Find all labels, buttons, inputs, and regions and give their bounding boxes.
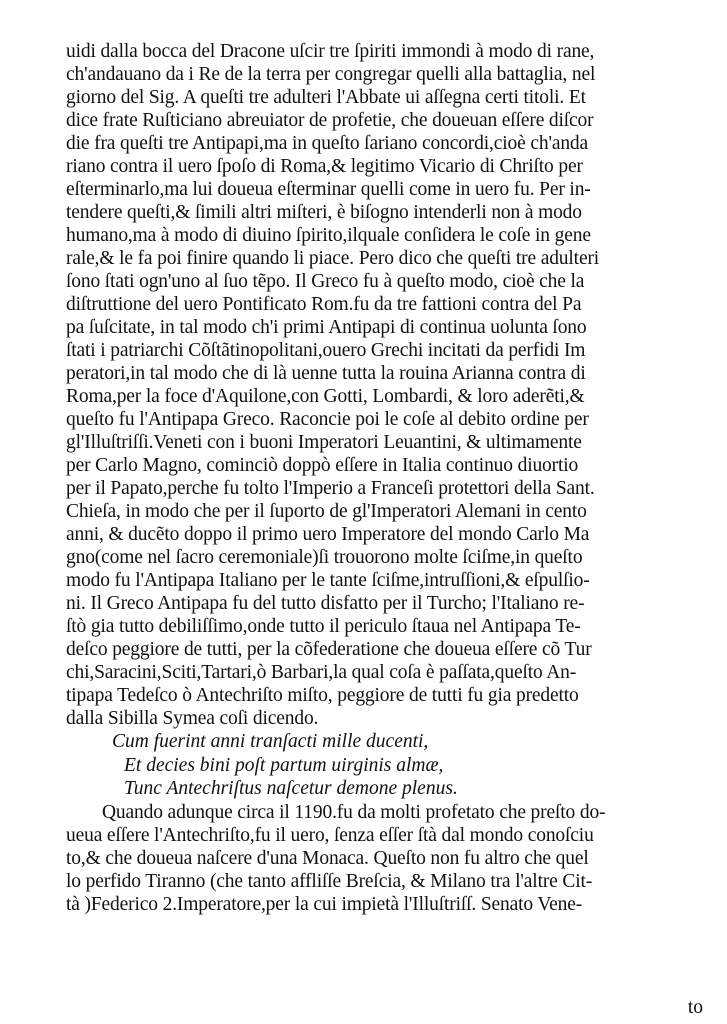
text-line: deſco peggiore de tutti, per la cõfederatione che doueua eſſere cõ Tur: [66, 639, 592, 660]
text-line: lo perfido Tiranno (che tanto affliſſe Breſcia, & Milano tra l'altre Cit-: [66, 870, 593, 892]
text-line: diſtruttione del uero Pontificato Rom.fu da tre fattioni contra del Pa: [66, 294, 582, 315]
text-line: ſtati i patriarchi Cõſtãtinopolitani,ouero Grechi incitati da perfidi Im: [66, 340, 586, 361]
text-line: per Carlo Magno, cominciò doppò eſſere in Italia continuo diuortio: [66, 455, 579, 476]
text-line: ni. Il Greco Antipapa fu del tutto disfatto per il Turcho; l'Italiano re-: [66, 593, 585, 614]
text-line: chi,Saracini,Sciti,Tartari,ò Barbari,la qual coſa è paſſata,queſto An-: [66, 662, 577, 683]
text-line: dice frate Ruſticiano abreuiator de profetie, che doueuan eſſere diſcor: [66, 110, 594, 131]
paragraph-start-line: Quando adunque circa il 1190.fu da molti profetato che preſto do-: [102, 801, 606, 823]
text-line: dalla Sibilla Symea coſi dicendo.: [66, 708, 319, 729]
verse-line: Et decies bini poſt partum uirginis almæ,: [124, 754, 444, 776]
text-line: modo fu l'Antipapa Italiano per le tante ſciſme,intruſſioni,& eſpulſio-: [66, 570, 590, 591]
verse-line: Cum fuerint anni tranſacti mille ducenti,: [112, 731, 429, 752]
text-line: gno(come nel ſacro ceremoniale)ſi trouorono molte ſciſme,in queſto: [66, 547, 583, 568]
text-line: tendere queſti,& ſimili altri miſteri, è biſogno intenderli non à modo: [66, 202, 582, 223]
verse-line: Tunc Antechriſtus naſcetur demone plenus.: [124, 778, 458, 799]
text-line: Roma,per la foce d'Aquilone,con Gotti, Lombardi, & loro aderẽti,&: [66, 386, 585, 407]
text-line: anni, & ducẽto doppo il primo uero Imperatore del mondo Carlo Ma: [66, 524, 590, 545]
text-block: [66, 40, 711, 916]
text-line: Chieſa, in modo che per il ſuporto de gl'Imperatori Alemani in cento: [66, 501, 587, 522]
text-line: ch'andauano da i Re de la terra per congregar quelli alla battaglia, nel: [66, 64, 596, 85]
text-line: die fra queſti tre Antipapi,ma in queſto ſariano concordi,cioè ch'anda: [66, 133, 589, 154]
text-line: rale,& le fa poi finire quando li piace. Pero dico che queſti tre adulteri: [66, 248, 600, 269]
text-line: ſono ſtati ogn'uno al ſuo tẽpo. Il Greco fu à queſto modo, cioè che la: [66, 271, 585, 292]
text-line: tà )Federico 2.Imperatore,per la cui impietà l'Illuſtriſſ. Senato Vene-: [66, 893, 583, 915]
text-line: humano,ma à modo di diuino ſpirito,ilquale conſidera le coſe in gene: [66, 225, 591, 246]
text-line: to,& che doueua naſcere d'una Monaca. Queſto non fu altro che quel: [66, 847, 589, 869]
text-line: per il Papato,perche fu tolto l'Imperio a Franceſi protettori della Sant.: [66, 478, 595, 499]
text-line: queſto fu l'Antipapa Greco. Raconcie poi le coſe al debito ordine per: [66, 409, 589, 430]
text-line: tipapa Tedeſco ò Antechriſto miſto, peggiore de tutti fu gia predetto: [66, 685, 579, 706]
text-line: pa ſuſcitate, in tal modo ch'i primi Antipapi di continua uolunta ſono: [66, 317, 587, 338]
text-line: ſtò gia tutto debiliſſimo,onde tutto il periculo ſtaua nel Antipapa Te-: [66, 616, 581, 637]
text-line: peratori,in tal modo che di là uenne tutta la rouina Arianna contra di: [66, 363, 586, 384]
catchword: to: [687, 997, 703, 1018]
text-line: eſterminarlo,ma lui doueua eſterminar quelli come in uero fu. Per in-: [66, 179, 591, 200]
text-line: riano contra il uero ſpoſo di Roma,& legitimo Vicario di Chriſto per: [66, 156, 583, 177]
text-line: uidi dalla bocca del Dracone uſcir tre ſpiriti immondi à modo di rane,: [66, 41, 595, 62]
text-line: gl'Illuſtriſſi.Veneti con i buoni Imperatori Leuantini, & ultimamente: [66, 432, 582, 453]
text-line: giorno del Sig. A queſti tre adulteri l'Abbate ui aſſegna certi titoli. Et: [66, 87, 586, 108]
text-line: ueua eſſere l'Antechriſto,fu il uero, ſenza eſſer ſtà dal mondo conoſciu: [66, 824, 594, 846]
